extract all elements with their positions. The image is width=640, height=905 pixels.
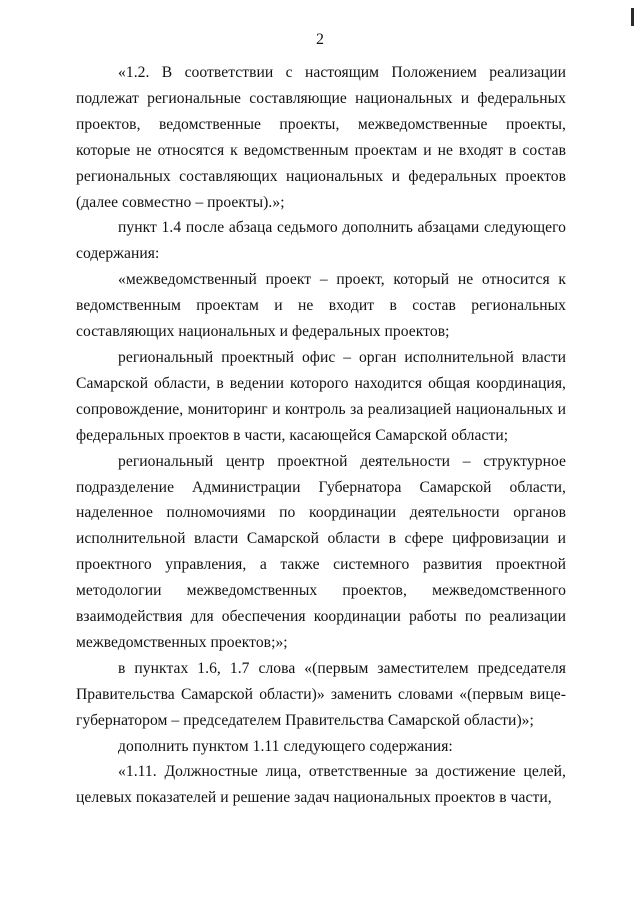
document-body	[76, 60, 566, 811]
paragraph-add-1-11: дополнить пунктом 1.11 следующего содержания:	[118, 737, 453, 755]
paragraph-amend-1-6-1-7: в пунктах 1.6, 1.7 слова «(первым заместителем председателя Правительства Самарской области)» заменить словами «(первым вице-губернатором – председателем Правительства Самарской области)»;	[76, 659, 566, 729]
paragraph-amend-1-4: пункт 1.4 после абзаца седьмого дополнить абзацами следующего содержания:	[76, 219, 566, 263]
paragraph-def-interagency-project: «межведомственный проект – проект, который не относится к ведомственным проектам и не входит в состав региональных составляющих национальных и федеральных проектов;	[76, 271, 566, 341]
paragraph-1-11-text: «1.11. Должностные лица, ответственные за достижение целей, целевых показателей и решение задач национальных проектов в части,	[76, 763, 566, 807]
paragraph-def-regional-project-office: региональный проектный офис – орган исполнительной власти Самарской области, в ведении которого находится общая координация, сопровождение, мониторинг и контроль за реализацией национальных и федеральных проектов в части, касающейся Самарской области;	[76, 348, 566, 444]
page-number: 2	[316, 31, 324, 48]
scan-edge-mark	[631, 8, 634, 26]
paragraph-def-regional-center: региональный центр проектной деятельности – структурное подразделение Администрации Губернатора Самарской области, наделенное полномочиями по координации деятельности органов исполнительной власти Самарской области в сфере цифровизации и проектного управления, а также системного развития проектной методологии межведомственных проектов, межведомственного взаимодействия для обеспечения координации работы по реализации межведомственных проектов;»;	[76, 452, 566, 651]
paragraph-1-2: «1.2. В соответствии с настоящим Положением реализации подлежат региональные составляющие национальных и федеральных проектов, ведомственные проекты, межведомственные проекты, которые не относятся к ведомственным проектам и не входят в состав региональных составляющих национальных и федеральных проектов (далее совместно – проекты).»;	[76, 64, 566, 211]
